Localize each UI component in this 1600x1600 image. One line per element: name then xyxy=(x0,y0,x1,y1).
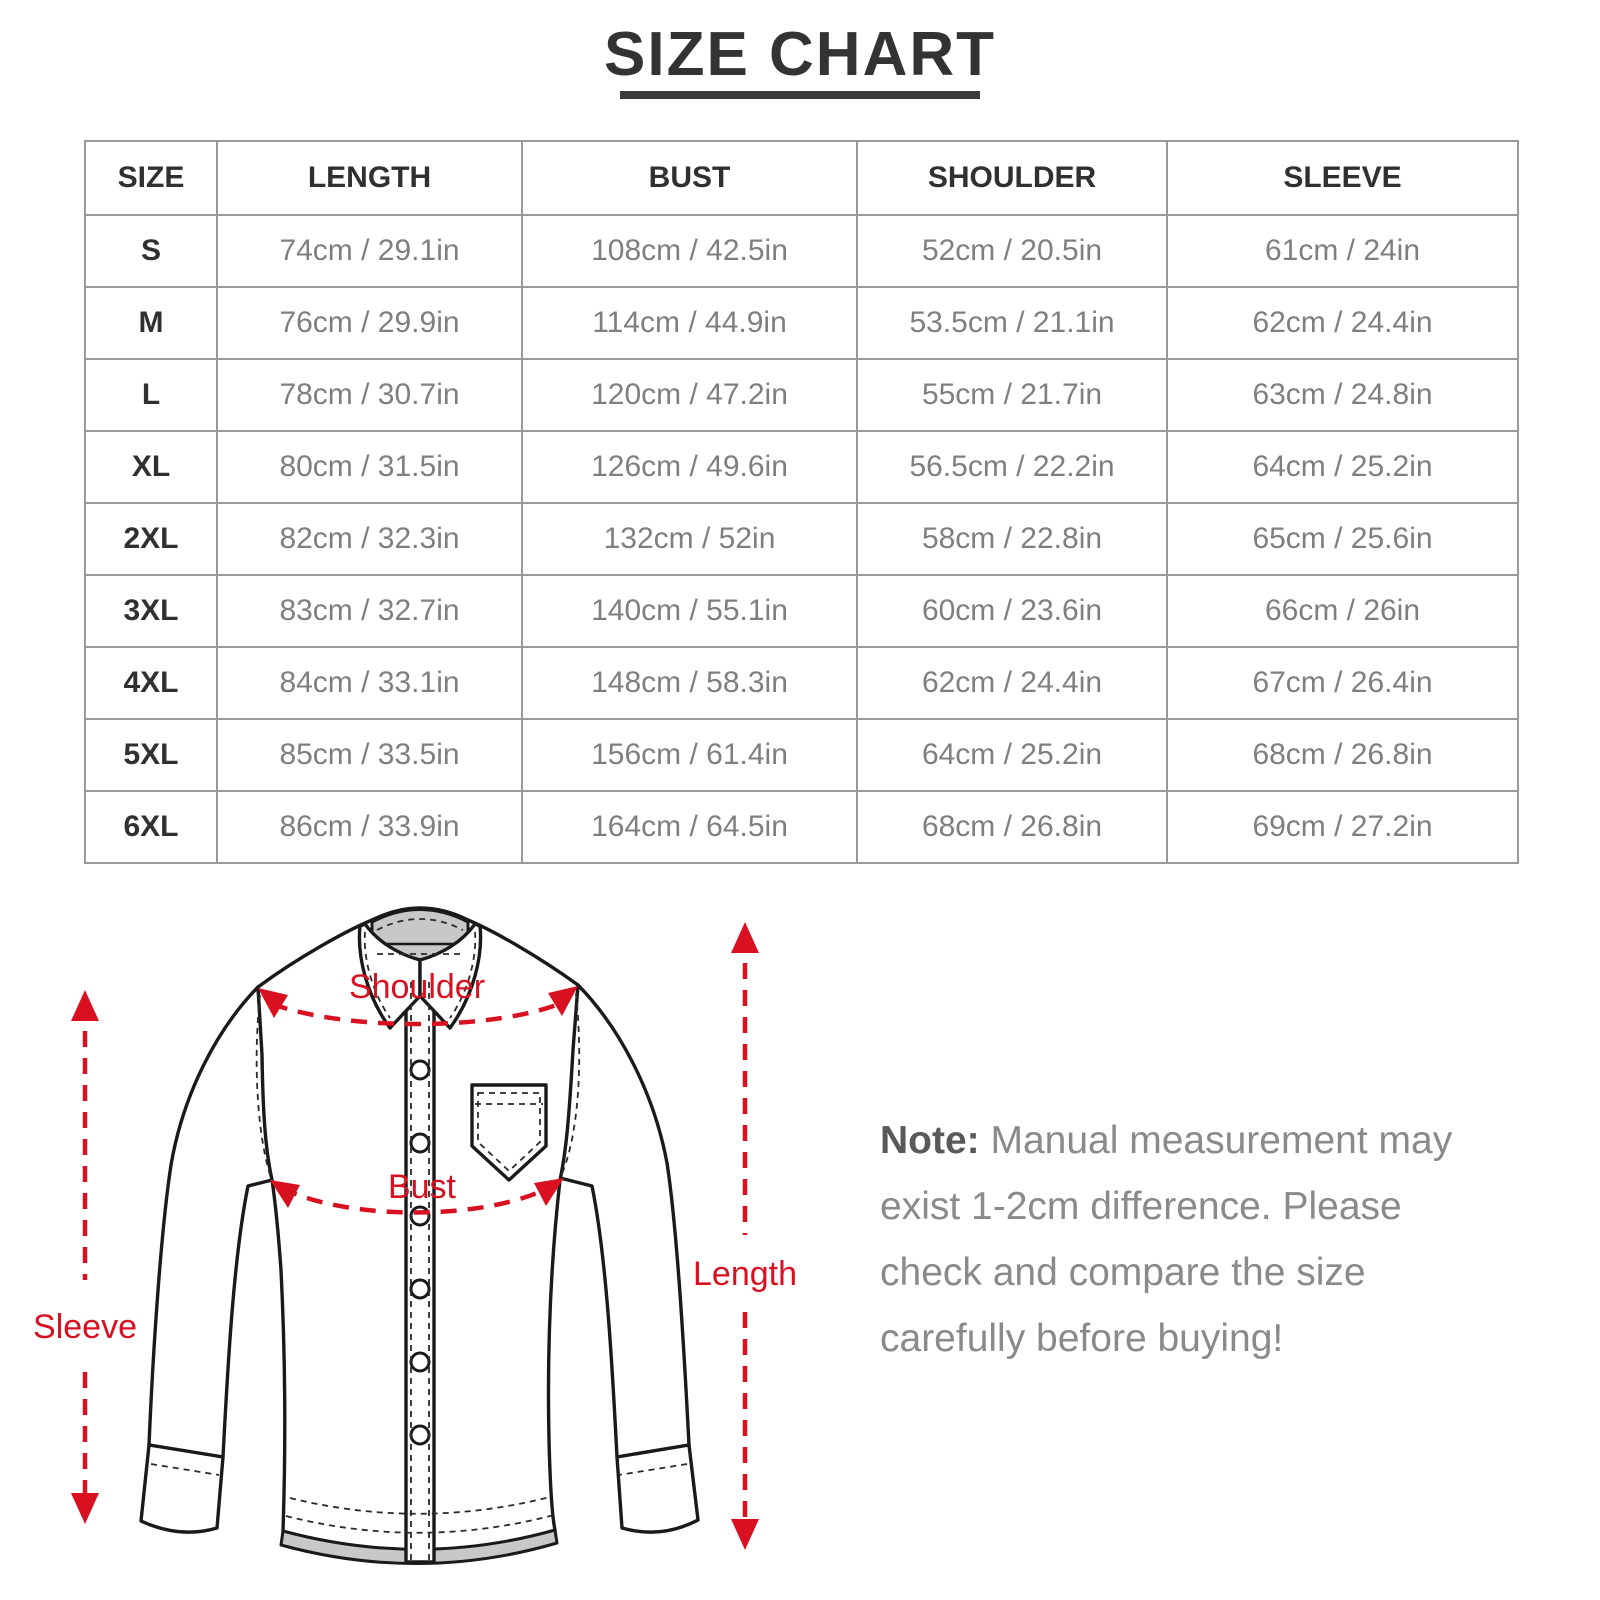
title-underline xyxy=(620,91,980,99)
note-line xyxy=(880,1108,1490,1174)
length-arrowhead-up xyxy=(731,922,759,953)
shoulder-cell: 56.5cm / 22.2in xyxy=(857,431,1167,503)
table-row xyxy=(85,215,1518,287)
right-sleeve xyxy=(560,985,689,1457)
shoulder-cell: 68cm / 26.8in xyxy=(857,791,1167,863)
note-prefix: Note: xyxy=(880,1119,980,1162)
bust-cell: 164cm / 64.5in xyxy=(522,791,857,863)
sleeve-arrowhead-down xyxy=(71,1493,99,1524)
note-text xyxy=(880,1108,1490,1372)
button xyxy=(411,1061,429,1079)
bust-cell: 108cm / 42.5in xyxy=(522,215,857,287)
shirt-diagram-svg xyxy=(20,880,820,1600)
button xyxy=(411,1353,429,1371)
bust-label: Bust xyxy=(387,1168,457,1206)
length-cell: 83cm / 32.7in xyxy=(217,575,522,647)
shoulder-cell: 64cm / 25.2in xyxy=(857,719,1167,791)
sleeve-cell: 67cm / 26.4in xyxy=(1167,647,1518,719)
table-row xyxy=(85,647,1518,719)
shoulder-cell: 58cm / 22.8in xyxy=(857,503,1167,575)
left-cuff xyxy=(141,1445,223,1532)
button xyxy=(411,1207,429,1225)
sleeve-cell: 66cm / 26in xyxy=(1167,575,1518,647)
shoulder-cell: 53.5cm / 21.1in xyxy=(857,287,1167,359)
header-size: SIZE xyxy=(85,141,217,215)
sleeve-arrowhead-up xyxy=(71,990,99,1021)
note-line: exist 1-2cm difference. Please xyxy=(880,1185,1402,1228)
bust-cell: 156cm / 61.4in xyxy=(522,719,857,791)
note-line: carefully before buying! xyxy=(880,1317,1284,1360)
table-row xyxy=(85,719,1518,791)
sleeve-cell: 63cm / 24.8in xyxy=(1167,359,1518,431)
note-line: check and compare the size xyxy=(880,1251,1366,1294)
sleeve-cell: 62cm / 24.4in xyxy=(1167,287,1518,359)
button xyxy=(411,1134,429,1152)
length-cell: 80cm / 31.5in xyxy=(217,431,522,503)
header-shoulder: SHOULDER xyxy=(857,141,1167,215)
table-row xyxy=(85,791,1518,863)
length-cell: 76cm / 29.9in xyxy=(217,287,522,359)
sleeve-cell: 69cm / 27.2in xyxy=(1167,791,1518,863)
size-cell: 5XL xyxy=(85,719,217,791)
table-header-row xyxy=(85,141,1518,215)
header-bust: BUST xyxy=(522,141,857,215)
table-row xyxy=(85,431,1518,503)
length-cell: 78cm / 30.7in xyxy=(217,359,522,431)
shoulder-cell: 52cm / 20.5in xyxy=(857,215,1167,287)
shoulder-cell: 60cm / 23.6in xyxy=(857,575,1167,647)
right-cuff xyxy=(617,1445,698,1532)
sleeve-cell: 64cm / 25.2in xyxy=(1167,431,1518,503)
table-row xyxy=(85,503,1518,575)
size-cell: 6XL xyxy=(85,791,217,863)
sleeve-label: Sleeve xyxy=(33,1308,137,1346)
length-label: Length xyxy=(693,1255,797,1293)
shoulder-cell: 55cm / 21.7in xyxy=(857,359,1167,431)
size-table xyxy=(84,140,1519,864)
sleeve-cell: 68cm / 26.8in xyxy=(1167,719,1518,791)
size-cell: XL xyxy=(85,431,217,503)
table-row xyxy=(85,287,1518,359)
sleeve-cell: 65cm / 25.6in xyxy=(1167,503,1518,575)
shoulder-cell: 62cm / 24.4in xyxy=(857,647,1167,719)
header-length: LENGTH xyxy=(217,141,522,215)
shoulder-label: Shoulder xyxy=(348,968,486,1006)
bust-cell: 114cm / 44.9in xyxy=(522,287,857,359)
size-cell: 2XL xyxy=(85,503,217,575)
button xyxy=(411,1280,429,1298)
button xyxy=(411,1426,429,1444)
size-cell: 4XL xyxy=(85,647,217,719)
length-cell: 74cm / 29.1in xyxy=(217,215,522,287)
length-arrowhead-down xyxy=(731,1519,759,1550)
bust-cell: 126cm / 49.6in xyxy=(522,431,857,503)
length-cell: 86cm / 33.9in xyxy=(217,791,522,863)
bust-cell: 120cm / 47.2in xyxy=(522,359,857,431)
size-cell: L xyxy=(85,359,217,431)
table-row xyxy=(85,359,1518,431)
note-line-text: Manual measurement may xyxy=(990,1119,1453,1162)
length-cell: 85cm / 33.5in xyxy=(217,719,522,791)
page-title: SIZE CHART xyxy=(604,20,996,89)
size-cell: M xyxy=(85,287,217,359)
sleeve-cell: 61cm / 24in xyxy=(1167,215,1518,287)
length-cell: 82cm / 32.3in xyxy=(217,503,522,575)
bust-cell: 148cm / 58.3in xyxy=(522,647,857,719)
bust-cell: 140cm / 55.1in xyxy=(522,575,857,647)
size-cell: S xyxy=(85,215,217,287)
size-cell: 3XL xyxy=(85,575,217,647)
page-title-wrap xyxy=(0,22,1600,99)
bust-cell: 132cm / 52in xyxy=(522,503,857,575)
table-row xyxy=(85,575,1518,647)
left-sleeve xyxy=(149,987,272,1457)
shirt-measurement-diagram xyxy=(20,880,820,1600)
header-sleeve: SLEEVE xyxy=(1167,141,1518,215)
length-cell: 84cm / 33.1in xyxy=(217,647,522,719)
